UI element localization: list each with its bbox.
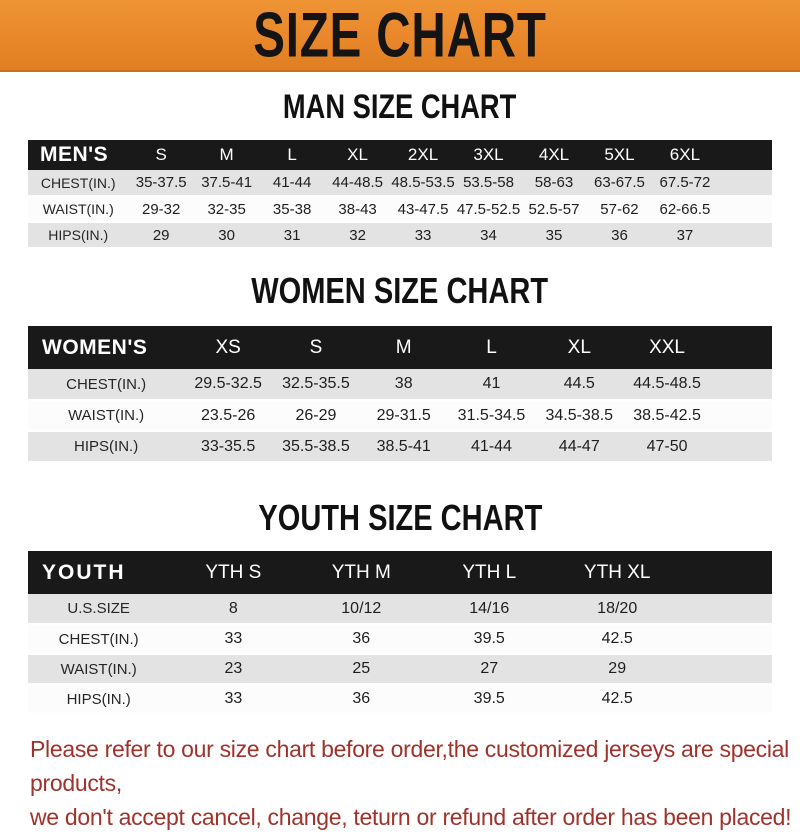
youth-hips-value: 42.5: [601, 690, 633, 707]
man-hips-value: 32: [349, 226, 366, 244]
man-chest-label: CHEST(IN.): [40, 174, 116, 191]
women-waist-label: WAIST(IN.): [68, 407, 145, 424]
women-hips-row: [28, 431, 772, 462]
man-col-m: M: [219, 145, 234, 164]
man-chest-value: 41-44: [272, 174, 312, 191]
man-hips-value: 37: [676, 226, 694, 244]
youth-waist-value: 23: [224, 660, 243, 677]
women-hips-value: 38.5-41: [376, 437, 431, 455]
women-chest-label: CHEST(IN.): [66, 375, 147, 393]
man-col-6xl: 6XL: [669, 145, 701, 164]
youth-ussize-label: U.S.SIZE: [67, 600, 130, 617]
man-col-4xl: 4XL: [538, 145, 570, 164]
man-section-heading: [0, 89, 800, 125]
man-waist-value: 52.5-57: [528, 200, 580, 218]
women-hips-value: 35.5-38.5: [282, 437, 350, 455]
youth-ussize-value: 8: [228, 599, 238, 617]
youth-waist-label: WAIST(IN.): [60, 660, 137, 678]
women-chest-value: 38: [394, 375, 413, 392]
women-hips-value: 33-35.5: [201, 437, 256, 455]
footer-disclaimer-line2: we don't accept cancel, change, teturn or refund after order has been placed!: [30, 804, 792, 830]
youth-col-spacer: [681, 551, 772, 594]
women-hips-value: 44-47: [558, 437, 600, 455]
youth-hips-label: HIPS(IN.): [66, 690, 131, 708]
youth-chest-value: 39.5: [473, 630, 505, 647]
women-waist-value: 38.5-42.5: [633, 406, 701, 424]
man-hips-value: 33: [414, 226, 432, 244]
women-section-heading-text: WOMEN SIZE CHART: [251, 270, 549, 311]
man-waist-value: 43-47.5: [397, 200, 449, 218]
women-table-header-row: [28, 326, 772, 369]
man-chest-row: [28, 170, 772, 196]
youth-waist-row: [28, 654, 772, 684]
women-hips-value: 47-50: [646, 437, 688, 455]
youth-ussize-value: 10/12: [341, 599, 382, 617]
youth-waist-value: 25: [352, 660, 371, 677]
women-col-xl: XL: [567, 336, 591, 358]
youth-hips-row: [28, 684, 772, 714]
women-chest-value: 32.5-35.5: [282, 375, 350, 392]
youth-section-heading-text: YOUTH SIZE CHART: [258, 497, 542, 538]
youth-section-heading: [0, 499, 800, 537]
man-col-spacer: [718, 140, 772, 170]
youth-hips-value: 33: [224, 690, 243, 707]
man-chest-value: 67.5-72: [659, 174, 711, 191]
man-table-corner-label: MEN'S: [40, 143, 109, 166]
women-waist-value: 23.5-26: [201, 406, 256, 424]
youth-chest-value: 36: [352, 630, 371, 647]
man-table-header-row: [28, 140, 772, 170]
man-size-table: [28, 140, 772, 249]
man-waist-value: 47.5-52.5: [456, 200, 521, 218]
women-section-heading: [0, 272, 800, 310]
women-chest-value: 29.5-32.5: [194, 375, 262, 392]
man-chest-value: 58-63: [534, 174, 574, 191]
youth-col-l: YTH L: [462, 561, 517, 583]
man-hips-value: 31: [283, 226, 301, 244]
youth-hips-value: 39.5: [473, 690, 505, 707]
man-chest-value: 44-48.5: [332, 174, 384, 191]
women-waist-value: 34.5-38.5: [545, 406, 614, 424]
women-size-table: [28, 326, 772, 463]
banner-title: SIZE CHART: [253, 0, 547, 71]
man-col-xl: XL: [347, 145, 368, 164]
women-table-corner-label: WOMEN'S: [42, 335, 148, 359]
women-hips-value: 41-44: [471, 437, 512, 455]
women-chest-value: 44.5-48.5: [633, 375, 701, 392]
women-waist-value: 29-31.5: [376, 406, 431, 424]
women-hips-label: HIPS(IN.): [74, 438, 139, 455]
women-col-xs: XS: [215, 336, 241, 358]
women-chest-value: 41: [482, 375, 501, 392]
man-hips-value: 29: [152, 226, 170, 244]
youth-table-header-row: [28, 551, 772, 594]
footer-disclaimer-line1: Please refer to our size chart before order,the customized jerseys are special products,: [30, 736, 789, 796]
man-col-2xl: 2XL: [407, 145, 439, 164]
man-col-5xl: 5XL: [604, 145, 635, 164]
women-chest-row: [28, 369, 772, 400]
man-col-l: L: [287, 145, 297, 164]
man-waist-value: 35-38: [272, 200, 312, 218]
man-hips-value: 30: [218, 226, 235, 244]
man-chest-value: 48.5-53.5: [391, 174, 455, 191]
women-waist-value: 31.5-34.5: [457, 406, 526, 424]
youth-chest-value: 42.5: [601, 630, 633, 647]
women-col-m: M: [395, 336, 412, 358]
man-col-3xl: 3XL: [473, 145, 504, 164]
man-chest-value: 35-37.5: [135, 174, 187, 191]
man-hips-value: 34: [480, 226, 497, 244]
youth-chest-row: [28, 624, 772, 654]
youth-ussize-value: 14/16: [469, 599, 510, 617]
youth-col-s: YTH S: [205, 561, 262, 583]
women-col-s: S: [309, 336, 323, 358]
youth-size-table: [28, 551, 772, 715]
man-waist-row: [28, 196, 772, 222]
youth-chest-value: 33: [224, 630, 243, 647]
youth-hips-value: 36: [352, 690, 371, 707]
man-hips-value: 35: [545, 226, 563, 244]
women-waist-row: [28, 400, 772, 431]
man-waist-value: 57-62: [600, 200, 639, 218]
footer-disclaimer: [0, 732, 800, 834]
man-hips-value: 36: [611, 226, 628, 244]
man-waist-value: 32-35: [207, 200, 246, 218]
youth-ussize-row: [28, 594, 772, 624]
man-waist-value: 62-66.5: [659, 200, 711, 218]
man-col-s: S: [155, 145, 167, 164]
youth-waist-value: 27: [480, 660, 499, 677]
man-chest-value: 63-67.5: [594, 174, 645, 191]
women-waist-value: 26-29: [295, 406, 337, 424]
youth-col-m: YTH M: [331, 561, 391, 583]
man-section-heading-text: MAN SIZE CHART: [283, 87, 517, 126]
youth-col-xl: YTH XL: [583, 561, 651, 583]
youth-chest-label: CHEST(IN.): [58, 630, 139, 648]
women-chest-value: 44.5: [563, 375, 595, 392]
man-hips-row: [28, 222, 772, 248]
size-chart-banner: [0, 0, 800, 72]
women-col-l: L: [486, 336, 497, 358]
women-col-xxl: XXL: [649, 336, 685, 358]
man-waist-value: 38-43: [338, 200, 377, 218]
man-chest-value: 53.5-58: [463, 174, 514, 191]
youth-waist-value: 29: [608, 660, 627, 677]
youth-table-corner-label: YOUTH: [42, 560, 126, 584]
man-waist-label: WAIST(IN.): [42, 201, 114, 217]
man-chest-value: 37.5-41: [201, 174, 253, 191]
man-hips-label: HIPS(IN.): [48, 227, 109, 243]
man-waist-value: 29-32: [141, 200, 181, 218]
women-col-spacer: [711, 326, 772, 369]
youth-ussize-value: 18/20: [597, 599, 638, 617]
